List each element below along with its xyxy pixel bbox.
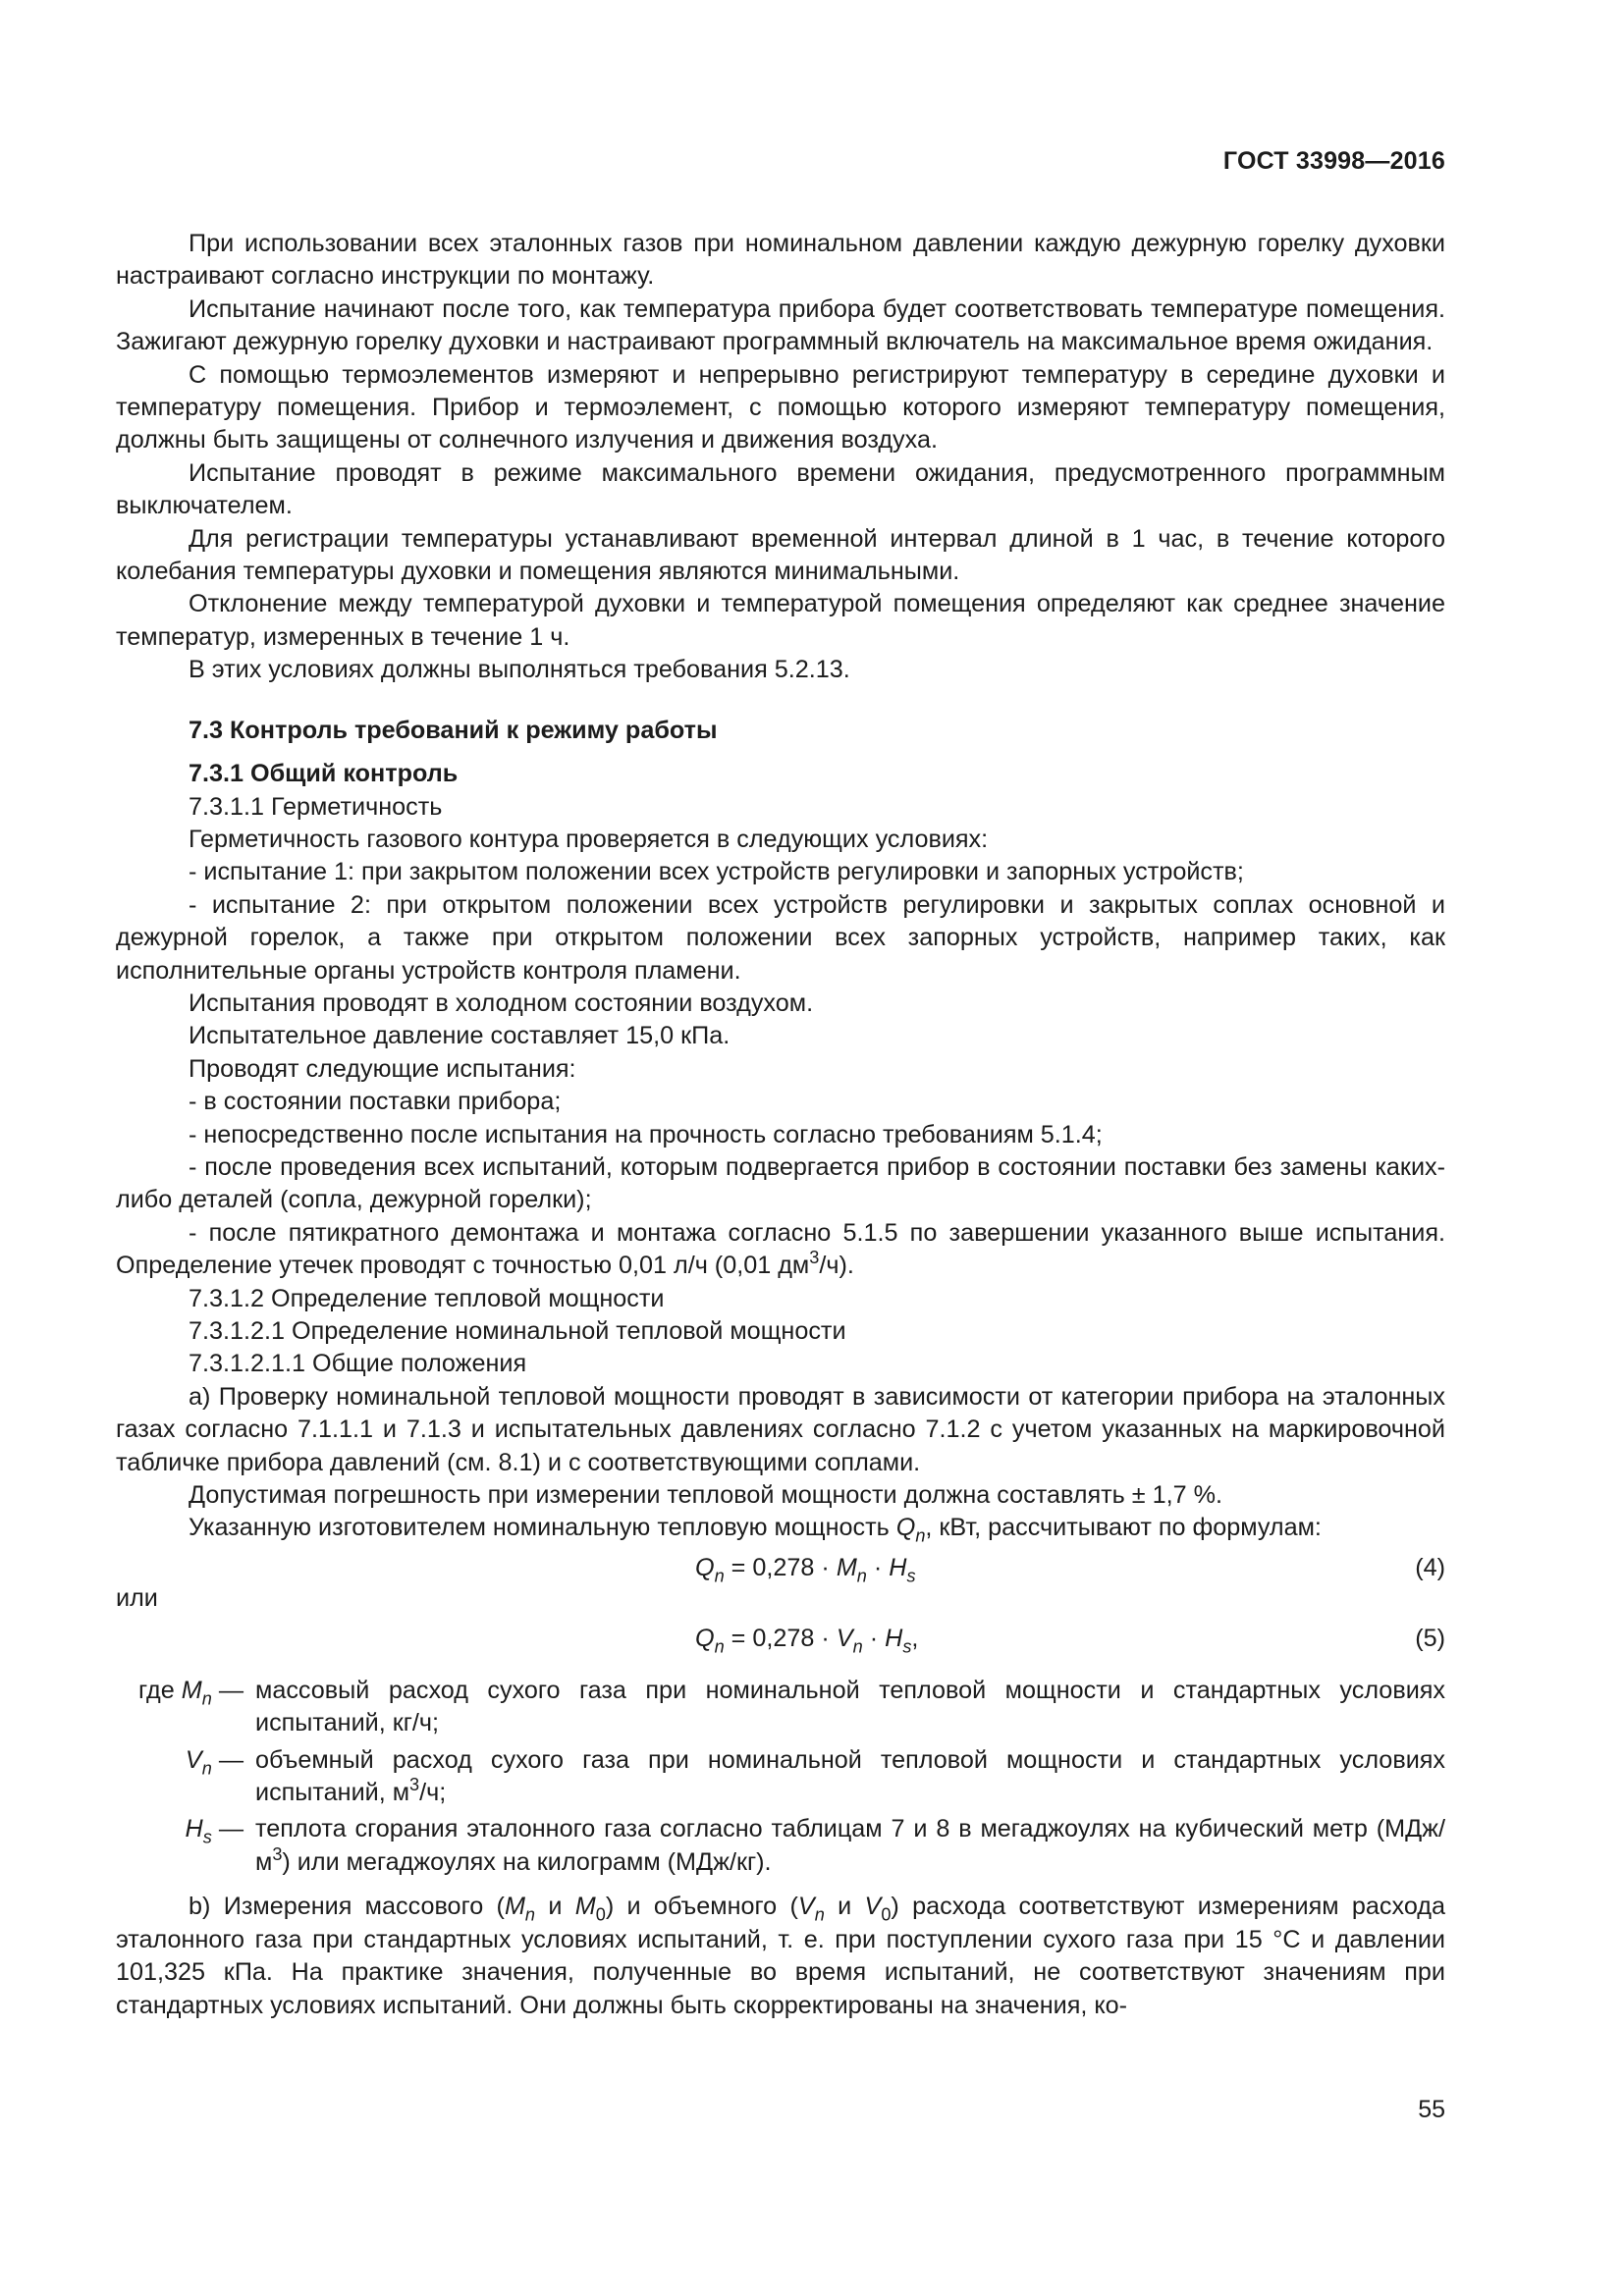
paragraph: С помощью термоэлементов измеряют и непрерывно регистрируют температуру в середине духовки и температуру помещения. Прибор и термоэлемент, с помощью которого измеряют температуру помещения, должны быть защищены от солнечного излучения и движения воздуха.	[116, 360, 1445, 454]
paragraph: Испытание проводят в режиме максимального времени ожидания, предусмотренного программным выключателем.	[116, 458, 1445, 520]
paragraph: При использовании всех эталонных газов при номинальном давлении каждую дежурную горелку духовки настраивают согласно инструкции по монтажу.	[116, 230, 1445, 291]
paragraph: Испытания проводят в холодном состоянии воздухом.	[189, 988, 814, 1017]
formula-number: (4)	[1415, 1553, 1445, 1581]
paragraph: b) Измерения массового ($M_n$ и $M_0$) и объемного ($V_n$ и $V_0$) расхода соответствуют измерениям расхода эталонного газа при стандартных условиях испытаний, т. е. при поступлении сухого газа при 15 °С и давлении 101,325 кПа. На практике значения, полученные во время испытаний, не соответствуют значениям при стандартных условиях испытаний. Они должны быть скорректированы на значения, ко-	[116, 1893, 1445, 2019]
document-header: ГОСТ 33998—2016	[1222, 147, 1445, 175]
paragraph: Допустимая погрешность при измерении тепловой мощности должна составлять ± 1,7 %.	[189, 1481, 1223, 1510]
paragraph: a) Проверку номинальной тепловой мощности проводят в зависимости от категории прибора на эталонных газах согласно 7.1.1.1 и 7.1.3 и испытательных давлениях согласно 7.1.2 с учетом указанных на маркировочной табличке прибора давлений (см. 8.1) и с соответствующими соплами.	[116, 1382, 1445, 1476]
or-word: или	[116, 1583, 158, 1612]
paragraph: Проводят следующие испытания:	[189, 1054, 576, 1083]
formula-expression: $Q_n = 0,278 \cdot M_n \cdot H_s$	[695, 1553, 916, 1586]
paragraph: Отклонение между температурой духовки и температурой помещения определяют как среднее значение температур, измеренных в течение 1 ч.	[116, 590, 1445, 651]
formula-5	[116, 1616, 1445, 1667]
symbol-definitions	[116, 1675, 1445, 1879]
clause-title: 7.3.1.2.1.1 Общие положения	[189, 1350, 527, 1378]
paragraph: Испытательное давление составляет 15,0 кПа.	[189, 1022, 731, 1050]
formula-number: (5)	[1415, 1624, 1445, 1652]
paragraph: Герметичность газового контура проверяется в следующих условиях:	[189, 825, 989, 853]
definition-vn: $V_n$ — объемный расход сухого газа при номинальной тепловой мощности и стандартных условиях испытаний, $м^3/ч$;	[185, 1745, 1445, 1807]
formula-intro: Указанную изготовителем номинальную тепловую мощность $Q_n$, кВт, рассчитывают по формулам:	[189, 1514, 1322, 1546]
paragraph: Испытание начинают после того, как температура прибора будет соответствовать температуре помещения. Зажигают дежурную горелку духовки и настраивают программный включатель на максимальное время ожидания.	[116, 294, 1445, 356]
list-item: - после проведения всех испытаний, которым подвергается прибор в состоянии поставки без замены каких-либо деталей (сопла, дежурной горелки);	[116, 1152, 1445, 1214]
paragraph: В этих условиях должны выполняться требования 5.2.13.	[189, 656, 850, 684]
clause-title: 7.3.1.2 Определение тепловой мощности	[189, 1284, 665, 1312]
page-number: 55	[1418, 2096, 1445, 2123]
list-item: - непосредственно после испытания на прочность согласно требованиям 5.1.4;	[189, 1120, 1103, 1148]
list-item: - в состоянии поставки прибора;	[189, 1088, 562, 1116]
formula-4	[116, 1545, 1445, 1596]
definition-mn: где $M_n$ — массовый расход сухого газа при номинальной тепловой мощности и стандартных условиях испытаний, кг/ч;	[137, 1676, 1445, 1737]
document-body	[116, 228, 1445, 2022]
subsection-heading: 7.3.1 Общий контроль	[189, 760, 459, 788]
list-item: - после пятикратного демонтажа и монтажа согласно 5.1.5 по завершении указанного выше испытания. Определение утечек проводят с точностью 0,01 л/ч (0,01 $дм^3/ч$).	[116, 1218, 1445, 1280]
clause-title: 7.3.1.2.1 Определение номинальной тепловой мощности	[189, 1317, 846, 1345]
definition-hs: $H_s$ — теплота сгорания эталонного газа согласно таблицам 7 и 8 в мегаджоулях на кубический метр $(МДж/м^3)$ или мегаджоулях на килограмм (МДж/кг).	[185, 1815, 1445, 1876]
paragraph: Для регистрации температуры устанавливают временной интервал длиной в 1 час, в течение которого колебания температуры духовки и помещения являются минимальными.	[116, 524, 1445, 586]
list-item: - испытание 1: при закрытом положении всех устройств регулировки и запорных устройств;	[189, 858, 1244, 886]
list-item: - испытание 2: при открытом положении всех устройств регулировки и закрытых соплах основной и дежурной горелок, а также при открытом положении всех запорных устройств, например таких, как исполнительные органы устройств контроля пламени.	[116, 890, 1445, 985]
clause-title: 7.3.1.1 Герметичность	[189, 792, 443, 821]
formula-expression: $Q_n = 0,278 \cdot V_n \cdot H_s$,	[695, 1624, 919, 1657]
section-heading: 7.3 Контроль требований к режиму работы	[189, 716, 718, 744]
